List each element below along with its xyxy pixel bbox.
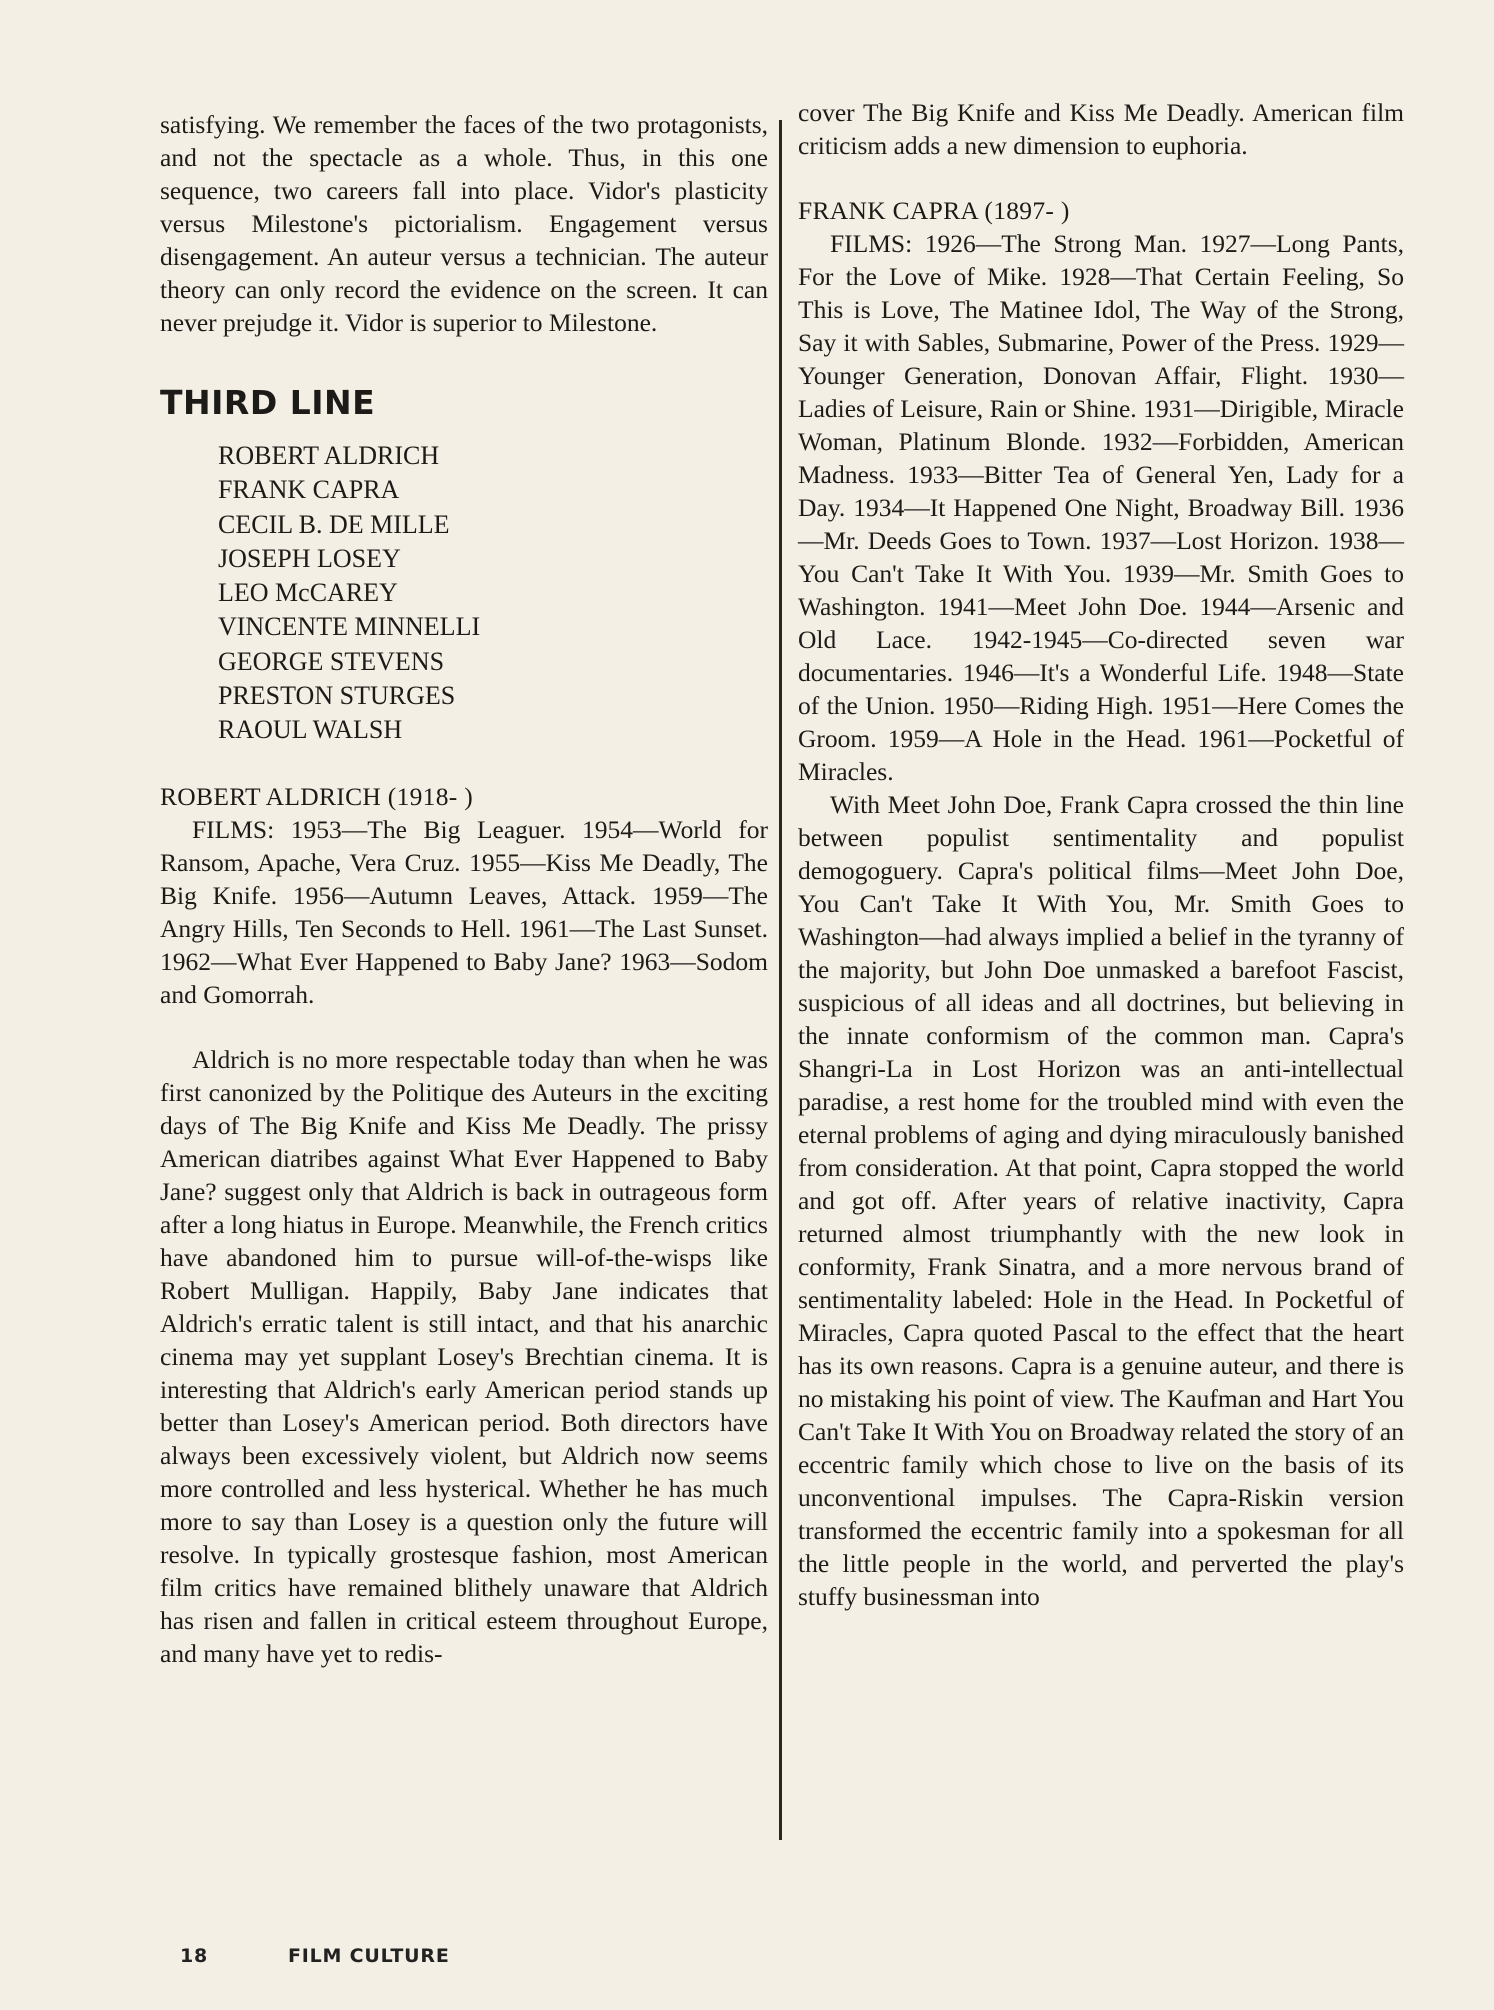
list-item: VINCENTE MINNELLI [218, 612, 481, 642]
section-heading: THIRD LINE [160, 383, 376, 422]
list-item: LEO McCAREY [218, 578, 398, 608]
list-item: PRESTON STURGES [218, 681, 456, 711]
capra-heading: FRANK CAPRA (1897- ) [798, 196, 1070, 225]
capra-essay: With Meet John Doe, Frank Capra crossed the thin line between populist sentimentality and populist demogoguery. Capra's political films—Meet John Doe, You Can't Take It With You, Mr. Smith Goes to Washington—had always implied a belief in the tyranny of the majority, but John Doe unmasked a barefoot Fascist, suspicious of all ideas and all doctrines, but believing in the innate conformism of the common man. Capra's Shangri-La in Lost Horizon was an anti-intellectual paradise, a rest home for the troubled mind with even the eternal problems of aging and dying miraculously banished from consideration. At that point, Capra stopped the world and got off. After years of relative inactivity, Capra returned almost triumphantly with the new look in conformity, Frank Sinatra, and a more nervous brand of sentimentality labeled: Hole in the Head. In Pocketful of Miracles, Capra quoted Pascal to the effect that the heart has its own reasons. Capra is a genuine auteur, and there is no mistaking his point of view. The Kaufman and Hart You Can't Take It With You on Broadway related the story of an eccentric family which chose to live on the basis of its unconventional impulses. The Capra-Riskin version transformed the eccentric family into a spokesman for all the little people in the world, and perverted the play's stuffy businessman into [798, 790, 1404, 1611]
list-item: GEORGE STEVENS [218, 646, 445, 676]
intro-paragraph: satisfying. We remember the faces of the two protagonists, and not the spectacle as a whole. Thus, in this one sequence, two careers fall into place. Vidor's plasticity versus Milestone's pictorialism. Engagement versus disengagement. An auteur versus a technician. The auteur theory can only record the evidence on the screen. It can never prejudge it. Vidor is superior to Milestone. [160, 110, 768, 337]
list-item: FRANK CAPRA [218, 475, 400, 505]
continuation-paragraph: cover The Big Knife and Kiss Me Deadly. American film criticism adds a new dimension to euphoria. [798, 98, 1404, 160]
publication-name: FILM CULTURE [288, 1945, 450, 1967]
column-divider [779, 120, 782, 1840]
page-footer [180, 1945, 450, 1967]
list-item: CECIL B. DE MILLE [218, 509, 450, 539]
capra-filmography: FILMS: 1926—The Strong Man. 1927—Long Pants, For the Love of Mike. 1928—That Certain Feeling, So This is Love, The Matinee Idol, The Way of the Strong, Say it with Sables, Submarine, Power of the Press. 1929—Younger Generation, Donovan Affair, Flight. 1930—Ladies of Leisure, Rain or Shine. 1931—Dirigible, Miracle Woman, Platinum Blonde. 1932—Forbidden, American Madness. 1933—Bitter Tea of General Yen, Lady for a Day. 1934—It Happened One Night, Broadway Bill. 1936—Mr. Deeds Goes to Town. 1937—Lost Horizon. 1938—You Can't Take It With You. 1939—Mr. Smith Goes to Washington. 1941—Meet John Doe. 1944—Arsenic and Old Lace. 1942-1945—Co-directed seven war documentaries. 1946—It's a Wonderful Life. 1948—State of the Union. 1950—Riding High. 1951—Here Comes the Groom. 1959—A Hole in the Head. 1961—Pocketful of Miracles. [798, 229, 1404, 786]
list-item: JOSEPH LOSEY [218, 543, 401, 573]
list-item: ROBERT ALDRICH [218, 441, 440, 470]
aldrich-heading: ROBERT ALDRICH (1918- ) [160, 781, 474, 811]
director-list [160, 439, 768, 748]
left-column [160, 108, 768, 1670]
right-column [798, 96, 1404, 1613]
aldrich-essay: Aldrich is no more respectable today than when he was first canonized by the Politique des Auteurs in the exciting days of The Big Knife and Kiss Me Deadly. The prissy American diatribes against What Ever Happened to Baby Jane? suggest only that Aldrich is back in outrageous form after a long hiatus in Europe. Meanwhile, the French critics have abandoned him to pursue will-of-the-wisps like Robert Mulligan. Happily, Baby Jane indicates that Aldrich's erratic talent is still intact, and that his anarchic cinema may yet supplant Losey's Brechtian cinema. It is interesting that Aldrich's early American period stands up better than Losey's American period. Both directors have always been excessively violent, but Aldrich now seems more controlled and less hysterical. Whether he has much more to say than Losey is a question only the future will resolve. In typically grostesque fashion, most American film critics have remained blithely unaware that Aldrich has risen and fallen in critical esteem throughout Europe, and many have yet to redis- [160, 1044, 768, 1668]
page-number: 18 [180, 1945, 209, 1967]
aldrich-filmography: FILMS: 1953—The Big Leaguer. 1954—World for Ransom, Apache, Vera Cruz. 1955—Kiss Me Deadly, The Big Knife. 1956—Autumn Leaves, Attack. 1959—The Angry Hills, Ten Seconds to Hell. 1961—The Last Sunset. 1962—What Ever Happened to Baby Jane? 1963—Sodom and Gomorrah. [160, 814, 768, 1009]
list-item: RAOUL WALSH [218, 715, 403, 745]
